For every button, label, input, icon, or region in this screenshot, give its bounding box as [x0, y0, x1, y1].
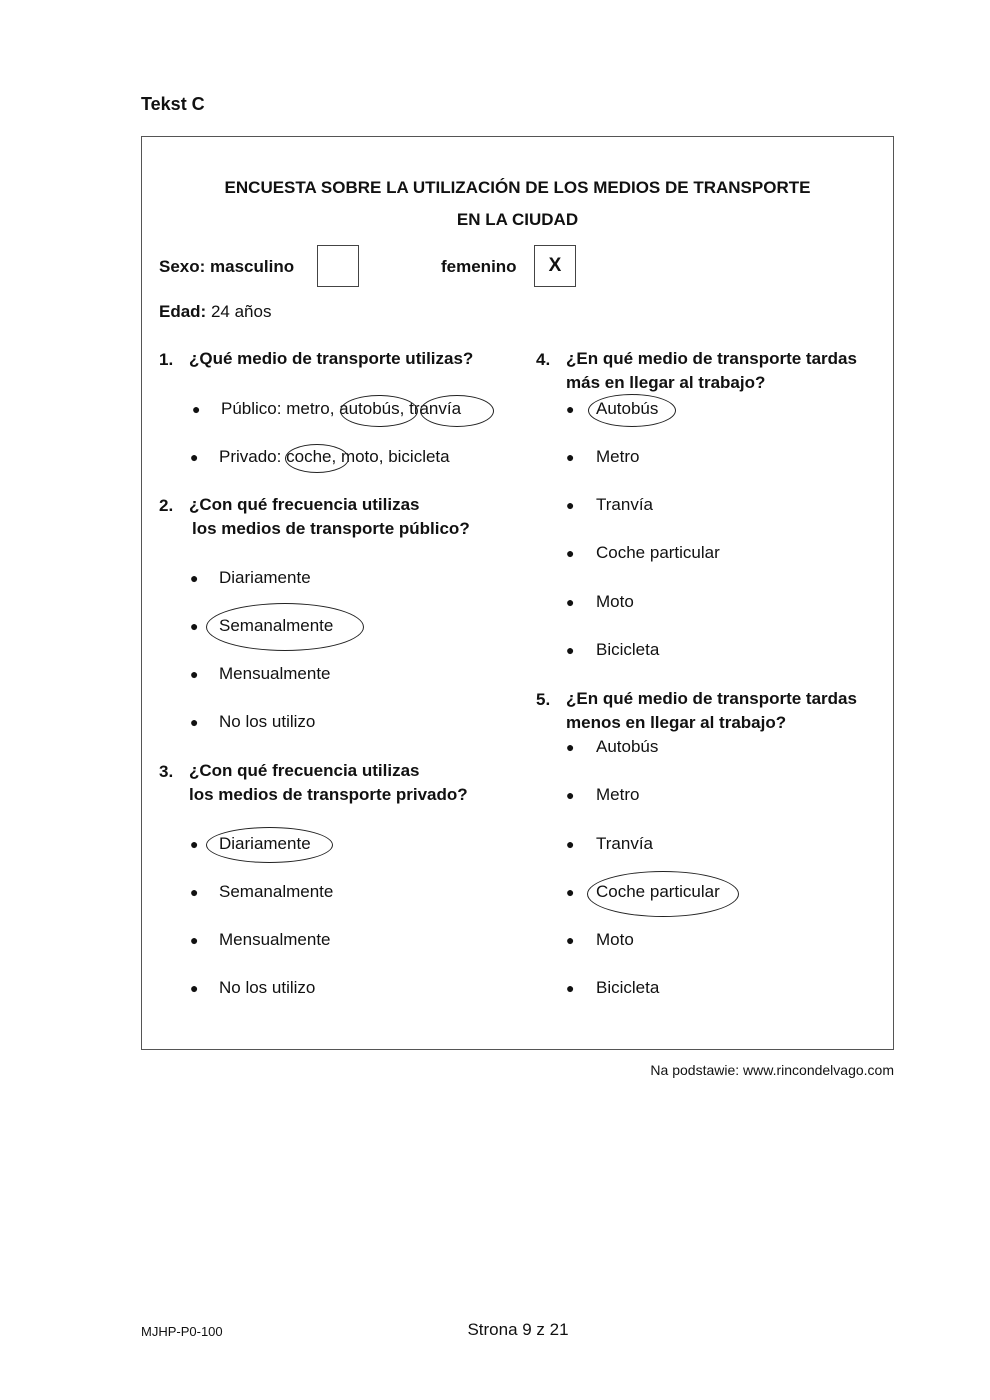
question-3-text-line2: los medios de transporte privado? — [189, 785, 468, 804]
bullet: ● — [566, 980, 575, 996]
age-value: 24 años — [210, 302, 272, 321]
question-1-number: 1. — [159, 350, 174, 369]
survey-title-line2: EN LA CIUDAD — [456, 210, 579, 229]
q3-option-2[interactable]: Semanalmente — [219, 882, 334, 901]
q4-option-2[interactable]: Metro — [596, 447, 640, 466]
bullet: ● — [566, 449, 575, 465]
q2-option-2[interactable]: Semanalmente — [219, 616, 334, 635]
q1-public-option: Público: metro, autobús, tranvía — [221, 399, 462, 418]
q1-option-bicicleta[interactable]: bicicleta — [388, 447, 450, 466]
question-4-number: 4. — [536, 350, 551, 369]
q5-option-4[interactable]: Coche particular — [596, 882, 720, 901]
question-2-text-line2: los medios de transporte público? — [192, 519, 470, 538]
bullet: ● — [566, 787, 575, 803]
bullet: ● — [192, 401, 201, 417]
q2-option-3[interactable]: Mensualmente — [219, 664, 331, 683]
bullet: ● — [190, 618, 199, 634]
q5-option-6[interactable]: Bicicleta — [596, 978, 660, 997]
q5-option-3[interactable]: Tranvía — [596, 834, 654, 853]
sex-label: Sexo: masculino — [159, 257, 295, 276]
q1-private-label: Privado: — [219, 447, 282, 466]
bullet: ● — [566, 884, 575, 900]
q4-option-6[interactable]: Bicicleta — [596, 640, 660, 659]
question-5-text-line1: ¿En qué medio de transporte tardas — [566, 689, 857, 708]
bullet: ● — [566, 594, 575, 610]
bullet: ● — [190, 980, 199, 996]
bullet: ● — [190, 570, 199, 586]
bullet: ● — [566, 545, 575, 561]
q1-option-moto[interactable]: moto — [340, 447, 379, 466]
q5-option-5[interactable]: Moto — [596, 930, 634, 949]
q1-private-option: Privado: coche, moto, bicicleta — [219, 447, 450, 466]
q4-option-1[interactable]: Autobús — [596, 399, 659, 418]
age-label: Edad: — [159, 302, 207, 321]
bullet: ● — [190, 714, 199, 730]
q3-option-3[interactable]: Mensualmente — [219, 930, 331, 949]
bullet: ● — [566, 739, 575, 755]
q2-option-4[interactable]: No los utilizo — [219, 712, 316, 731]
q1-option-tranvia[interactable]: tranvía — [409, 399, 462, 418]
bullet: ● — [566, 497, 575, 513]
q4-option-5[interactable]: Moto — [596, 592, 634, 611]
question-3-number: 3. — [159, 762, 174, 781]
q1-public-label: Público: — [221, 399, 282, 418]
q1-option-autobus[interactable]: autobús — [339, 399, 400, 418]
bullet: ● — [190, 836, 199, 852]
age-row — [159, 302, 271, 322]
question-1-text: ¿Qué medio de transporte utilizas? — [189, 349, 474, 368]
q4-option-3[interactable]: Tranvía — [596, 495, 654, 514]
question-3-text-line1: ¿Con qué frecuencia utilizas — [189, 761, 420, 780]
q3-option-4[interactable]: No los utilizo — [219, 978, 316, 997]
question-2-number: 2. — [159, 496, 174, 515]
page-number: Strona 9 z 21 — [467, 1320, 569, 1339]
question-2-text-line1: ¿Con qué frecuencia utilizas — [189, 495, 420, 514]
male-checkbox[interactable] — [317, 245, 359, 287]
q4-option-4[interactable]: Coche particular — [596, 543, 720, 562]
bullet: ● — [190, 666, 199, 682]
question-5-number: 5. — [536, 690, 551, 709]
question-5-text-line2: menos en llegar al trabajo? — [566, 713, 787, 732]
question-4-text-line2: más en llegar al trabajo? — [566, 373, 766, 392]
bullet: ● — [566, 401, 575, 417]
bullet: ● — [190, 449, 199, 465]
footer-code: MJHP-P0-100 — [141, 1324, 223, 1339]
bullet: ● — [190, 932, 199, 948]
bullet: ● — [566, 932, 575, 948]
source-note: Na podstawie: www.rincondelvago.com — [650, 1062, 894, 1078]
female-checkbox[interactable]: X — [534, 245, 576, 287]
bullet: ● — [566, 642, 575, 658]
q5-option-2[interactable]: Metro — [596, 785, 640, 804]
bullet: ● — [566, 836, 575, 852]
q2-option-1[interactable]: Diariamente — [219, 568, 311, 587]
bullet: ● — [190, 884, 199, 900]
female-label: femenino — [441, 257, 517, 276]
q1-option-metro[interactable]: metro — [286, 399, 330, 418]
q3-option-1[interactable]: Diariamente — [219, 834, 311, 853]
section-title: Tekst C — [141, 94, 205, 114]
q1-option-coche[interactable]: coche — [286, 447, 332, 466]
survey-title-line1: ENCUESTA SOBRE LA UTILIZACIÓN DE LOS MEDIOS DE TRANSPORTE — [224, 178, 811, 197]
question-4-text-line1: ¿En qué medio de transporte tardas — [566, 349, 857, 368]
q5-option-1[interactable]: Autobús — [596, 737, 659, 756]
